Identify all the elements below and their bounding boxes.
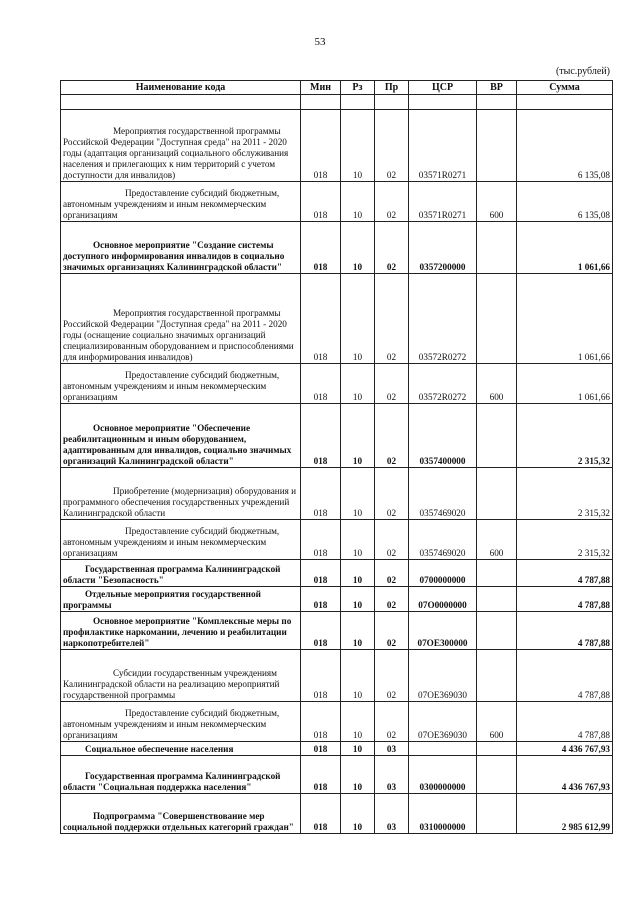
header-vr: ВР: [477, 81, 517, 95]
row-pr: 02: [375, 364, 409, 404]
row-pr: 02: [375, 274, 409, 364]
page-number: 53: [314, 36, 326, 48]
row-sum: 4 787,88: [517, 560, 613, 587]
table-row: [61, 587, 613, 612]
row-sum: 4 787,88: [517, 587, 613, 612]
row-name: Подпрограмма "Совершенствование мер социальной поддержки отдельных категорий граждан": [61, 794, 301, 834]
row-name: Основное мероприятие "Комплексные меры по профилактике наркомании, лечению и реабилитации наркопотребителей": [61, 612, 301, 650]
header-csr: ЦСР: [409, 81, 477, 95]
table-row: [61, 468, 613, 520]
table-header-row: [61, 81, 613, 95]
row-csr: 0700000000: [409, 560, 477, 587]
row-pr: 03: [375, 794, 409, 834]
row-pr: 02: [375, 520, 409, 560]
row-min: 018: [301, 520, 341, 560]
row-min: 018: [301, 182, 341, 222]
table-row: [61, 756, 613, 794]
row-sum: 2 315,32: [517, 404, 613, 468]
row-rz: 10: [341, 587, 375, 612]
row-csr: 0357400000: [409, 404, 477, 468]
row-rz: 10: [341, 702, 375, 742]
row-rz: 10: [341, 110, 375, 182]
row-sum: 4 787,88: [517, 612, 613, 650]
row-sum: 2 315,32: [517, 468, 613, 520]
row-csr: 03572R0272: [409, 364, 477, 404]
row-pr: 02: [375, 182, 409, 222]
row-vr: [477, 650, 517, 702]
row-name: Приобретение (модернизация) оборудования и программного обеспечения государственных учреждений Калининградской области: [61, 468, 301, 520]
table-row: [61, 182, 613, 222]
row-name: Предоставление субсидий бюджетным, автономным учреждениям и иным некоммерческим организациям: [61, 364, 301, 404]
row-vr: [477, 794, 517, 834]
row-pr: 02: [375, 702, 409, 742]
table-row: [61, 794, 613, 834]
row-vr: 600: [477, 702, 517, 742]
row-vr: [477, 756, 517, 794]
row-csr: 0310000000: [409, 794, 477, 834]
row-pr: 02: [375, 612, 409, 650]
row-sum: 4 787,88: [517, 650, 613, 702]
row-rz: 10: [341, 756, 375, 794]
table-row: [61, 650, 613, 702]
row-rz: 10: [341, 520, 375, 560]
table-row: [61, 364, 613, 404]
row-min: 018: [301, 742, 341, 756]
row-name: Предоставление субсидий бюджетным, автономным учреждениям и иным некоммерческим организациям: [61, 702, 301, 742]
row-vr: [477, 560, 517, 587]
row-min: 018: [301, 222, 341, 274]
row-sum: 6 135,08: [517, 110, 613, 182]
row-vr: [477, 404, 517, 468]
row-pr: 02: [375, 587, 409, 612]
row-vr: 600: [477, 364, 517, 404]
row-rz: 10: [341, 182, 375, 222]
row-sum: 1 061,66: [517, 364, 613, 404]
table-row: [61, 404, 613, 468]
row-rz: 10: [341, 364, 375, 404]
row-name: Предоставление субсидий бюджетным, автономным учреждениям и иным некоммерческим организациям: [61, 520, 301, 560]
row-csr: [409, 742, 477, 756]
row-name: Государственная программа Калининградской области "Социальная поддержка населения": [61, 756, 301, 794]
table-row: [61, 560, 613, 587]
row-csr: 03571R0271: [409, 110, 477, 182]
row-min: 018: [301, 650, 341, 702]
row-vr: [477, 110, 517, 182]
row-csr: 0357200000: [409, 222, 477, 274]
row-vr: [477, 468, 517, 520]
row-csr: 07ОЕ369030: [409, 702, 477, 742]
row-min: 018: [301, 612, 341, 650]
row-sum: 1 061,66: [517, 222, 613, 274]
row-name: Отдельные мероприятия государственной программы: [61, 587, 301, 612]
row-min: 018: [301, 560, 341, 587]
row-csr: 03572R0272: [409, 274, 477, 364]
row-vr: [477, 587, 517, 612]
row-min: 018: [301, 702, 341, 742]
table-row: [61, 274, 613, 364]
row-vr: 600: [477, 520, 517, 560]
row-csr: 0357469020: [409, 520, 477, 560]
row-sum: 1 061,66: [517, 274, 613, 364]
row-sum: 4 787,88: [517, 702, 613, 742]
row-sum: 2 985 612,99: [517, 794, 613, 834]
row-vr: 600: [477, 182, 517, 222]
row-rz: 10: [341, 274, 375, 364]
row-min: 018: [301, 274, 341, 364]
row-min: 018: [301, 404, 341, 468]
row-vr: [477, 274, 517, 364]
row-pr: 02: [375, 110, 409, 182]
row-name: Государственная программа Калининградской области "Безопасность": [61, 560, 301, 587]
row-pr: 02: [375, 560, 409, 587]
row-pr: 02: [375, 404, 409, 468]
row-rz: 10: [341, 794, 375, 834]
row-csr: 03571R0271: [409, 182, 477, 222]
spacer-row: [61, 95, 613, 110]
table-row: [61, 520, 613, 560]
units-label: (тыс.рублей): [555, 66, 610, 77]
row-min: 018: [301, 587, 341, 612]
row-sum: 6 135,08: [517, 182, 613, 222]
table-row: [61, 222, 613, 274]
row-name: Основное мероприятие "Обеспечение реабилитационным и иным оборудованием, адаптированным для инвалидов, социально значимых организаций Калининградской области": [61, 404, 301, 468]
table-row: [61, 110, 613, 182]
row-pr: 02: [375, 222, 409, 274]
row-vr: [477, 742, 517, 756]
row-min: 018: [301, 794, 341, 834]
row-rz: 10: [341, 612, 375, 650]
row-csr: 07ОЕ300000: [409, 612, 477, 650]
table-row: [61, 702, 613, 742]
header-min: Мин: [301, 81, 341, 95]
row-rz: 10: [341, 742, 375, 756]
row-name: Субсидии государственным учреждениям Калининградской области на реализацию мероприятий государственной программы: [61, 650, 301, 702]
row-min: 018: [301, 468, 341, 520]
row-csr: 07О0000000: [409, 587, 477, 612]
row-csr: 07ОЕ369030: [409, 650, 477, 702]
row-min: 018: [301, 756, 341, 794]
row-rz: 10: [341, 222, 375, 274]
row-min: 018: [301, 110, 341, 182]
table-row: [61, 612, 613, 650]
row-pr: 02: [375, 650, 409, 702]
row-vr: [477, 222, 517, 274]
budget-table: [60, 80, 613, 834]
header-name: Наименование кода: [61, 81, 301, 95]
row-sum: 2 315,32: [517, 520, 613, 560]
row-rz: 10: [341, 560, 375, 587]
row-name: Основное мероприятие "Создание системы доступного информирования инвалидов в социально значимых организациях Калининградской области": [61, 222, 301, 274]
row-csr: 0300000000: [409, 756, 477, 794]
header-sum: Сумма: [517, 81, 613, 95]
header-rz: Рз: [341, 81, 375, 95]
row-name: Мероприятия государственной программы Российской Федерации "Доступная среда" на 2011 - 2020 годы (оснащение социально значимых организаций специализированным оборудованием и приспособлениями для информирования инвалидов): [61, 274, 301, 364]
row-rz: 10: [341, 650, 375, 702]
table-row: [61, 742, 613, 756]
row-pr: 03: [375, 742, 409, 756]
row-pr: 02: [375, 468, 409, 520]
row-min: 018: [301, 364, 341, 404]
row-name: Предоставление субсидий бюджетным, автономным учреждениям и иным некоммерческим организациям: [61, 182, 301, 222]
row-pr: 03: [375, 756, 409, 794]
row-csr: 0357469020: [409, 468, 477, 520]
row-rz: 10: [341, 404, 375, 468]
row-rz: 10: [341, 468, 375, 520]
row-vr: [477, 612, 517, 650]
row-name: Социальное обеспечение населения: [61, 742, 301, 756]
header-pr: Пр: [375, 81, 409, 95]
row-sum: 4 436 767,93: [517, 756, 613, 794]
row-sum: 4 436 767,93: [517, 742, 613, 756]
row-name: Мероприятия государственной программы Российской Федерации "Доступная среда" на 2011 - 2020 годы (адаптация организаций социального обслуживания населения и прилегающих к ним территорий с учетом доступности для инвалидов): [61, 110, 301, 182]
